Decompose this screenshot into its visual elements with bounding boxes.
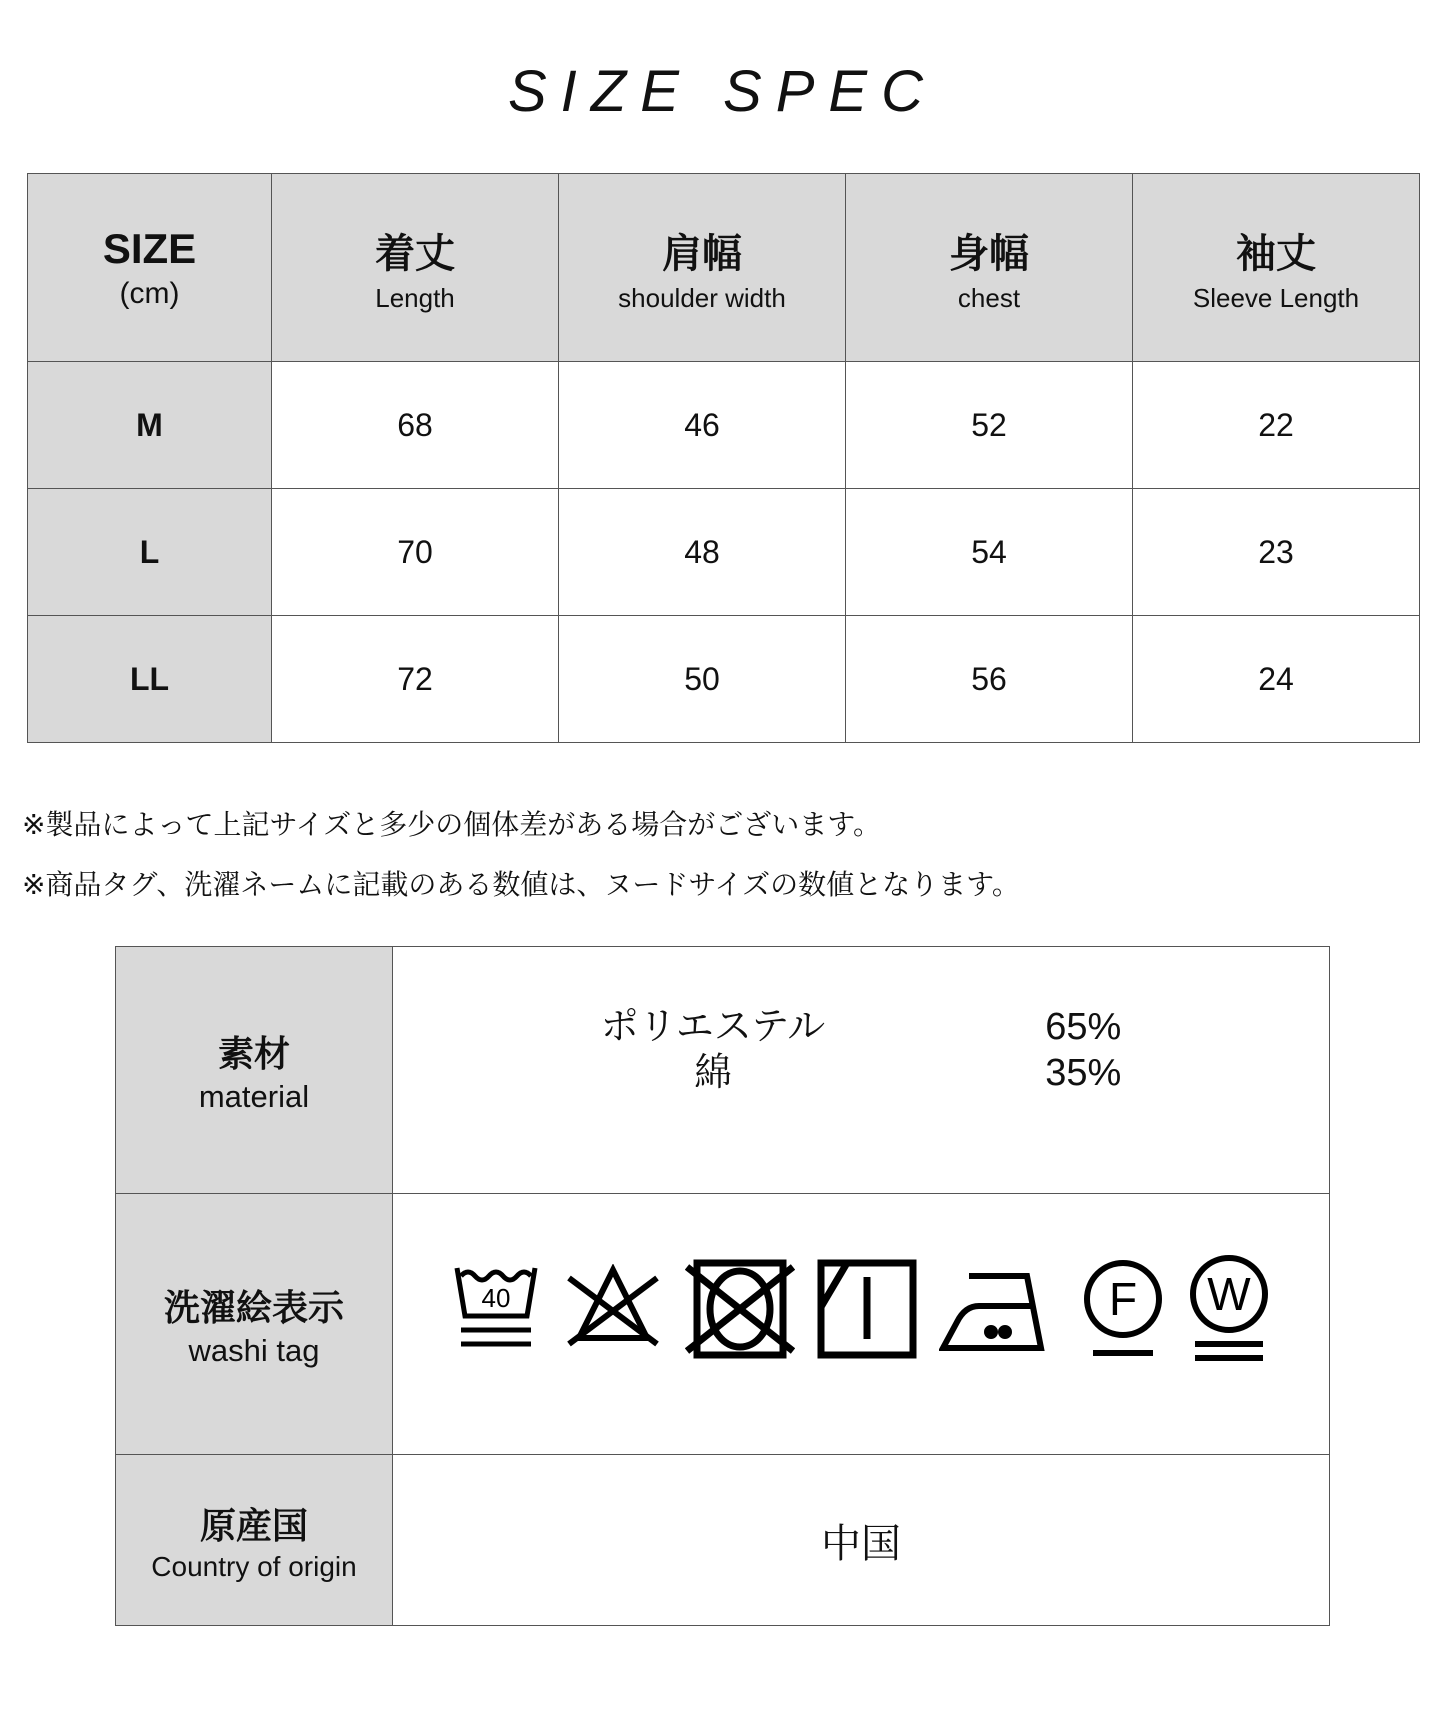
header-row <box>28 174 1420 362</box>
cell: 70 <box>272 489 559 616</box>
no-bleach-icon <box>563 1264 663 1354</box>
table-row <box>28 616 1420 743</box>
svg-text:F: F <box>1108 1273 1138 1325</box>
col-length <box>272 174 559 362</box>
material-name: ポリエステル <box>600 1006 826 1048</box>
washing-row <box>116 1194 1330 1455</box>
page-title: SIZE SPEC <box>508 59 937 124</box>
material-name: 綿 <box>693 1052 732 1094</box>
origin-label <box>116 1455 393 1626</box>
col-en: chest <box>957 282 1021 313</box>
cell: 22 <box>1133 362 1420 489</box>
row-size: LL <box>28 616 272 743</box>
col-en: shoulder width <box>618 282 786 313</box>
unit-label: (cm) <box>119 276 180 310</box>
note: ※商品タグ、洗濯ネームに記載のある数値は、ヌードサイズの数値となります。 <box>22 869 1020 900</box>
col-en: Sleeve Length <box>1192 282 1360 313</box>
dry-clean-f-icon <box>1081 1259 1165 1359</box>
note: ※製品によって上記サイズと多少の個体差がある場合がございます。 <box>22 809 881 840</box>
svg-text:40: 40 <box>481 1283 511 1313</box>
row-size: M <box>28 362 272 489</box>
material-pct: 65% <box>1045 1006 1122 1048</box>
cell: 56 <box>846 616 1133 743</box>
col-jp: 肩幅 <box>662 231 742 276</box>
iron-medium-icon <box>939 1264 1059 1354</box>
material-row <box>116 947 1330 1194</box>
cell: 46 <box>559 362 846 489</box>
label-en: washi tag <box>188 1332 320 1368</box>
material-value <box>393 947 1330 1194</box>
label-jp: 洗濯絵表示 <box>163 1286 344 1328</box>
label-en: Country of origin <box>151 1550 357 1582</box>
size-header <box>28 174 272 362</box>
origin-value: 中国 <box>393 1455 1330 1626</box>
drip-dry-shade-icon <box>817 1259 917 1359</box>
col-jp: 着丈 <box>375 231 455 276</box>
info-table <box>115 946 1330 1626</box>
size-label: SIZE <box>102 224 197 272</box>
cell: 52 <box>846 362 1133 489</box>
cell: 72 <box>272 616 559 743</box>
cell: 50 <box>559 616 846 743</box>
material-label <box>116 947 393 1194</box>
col-en: Length <box>375 282 455 313</box>
cell: 54 <box>846 489 1133 616</box>
label-jp: 素材 <box>217 1032 290 1074</box>
table-row <box>28 489 1420 616</box>
notes <box>22 795 1020 915</box>
size-table <box>27 173 1420 743</box>
wet-clean-w-icon <box>1187 1254 1271 1364</box>
origin-row <box>116 1455 1330 1626</box>
cell: 23 <box>1133 489 1420 616</box>
label-jp: 原産国 <box>199 1504 308 1546</box>
cell: 24 <box>1133 616 1420 743</box>
row-size: L <box>28 489 272 616</box>
label-en: material <box>198 1078 310 1114</box>
svg-text:W: W <box>1207 1268 1251 1320</box>
col-sleeve <box>1133 174 1420 362</box>
col-shoulder <box>559 174 846 362</box>
cell: 48 <box>559 489 846 616</box>
wash-tub-40-icon <box>451 1264 541 1354</box>
table-row <box>28 362 1420 489</box>
washing-icons <box>393 1194 1330 1455</box>
material-pct: 35% <box>1045 1052 1122 1094</box>
col-chest <box>846 174 1133 362</box>
col-jp: 袖丈 <box>1236 231 1316 276</box>
washing-label <box>116 1194 393 1455</box>
cell: 68 <box>272 362 559 489</box>
no-tumble-dry-icon <box>685 1259 795 1359</box>
col-jp: 身幅 <box>949 231 1029 276</box>
